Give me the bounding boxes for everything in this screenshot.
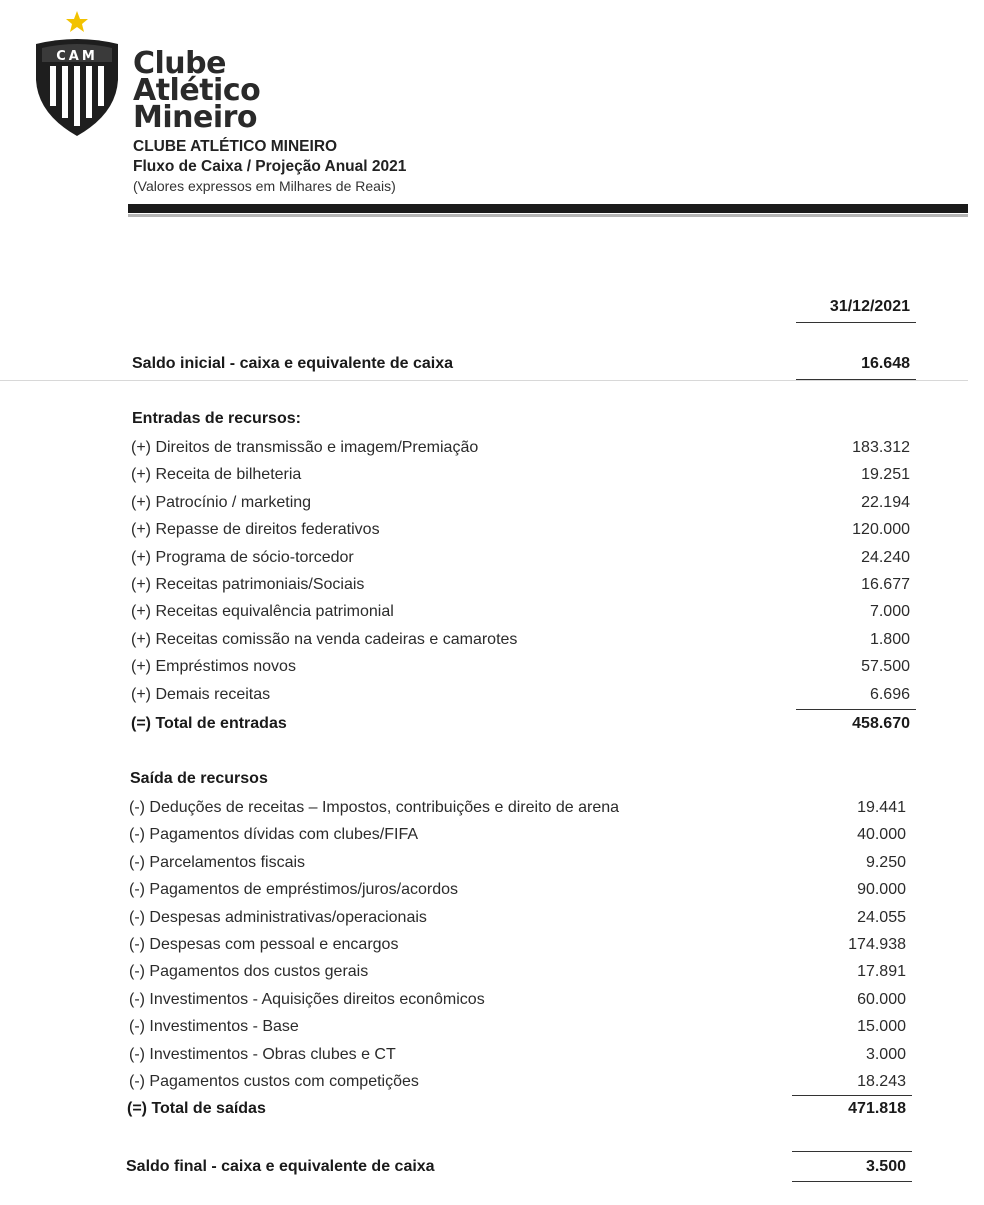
line-item-value: 7.000 (869, 603, 910, 621)
outflows-section-title (0, 767, 984, 791)
line-item-row (0, 796, 984, 820)
crest-text: CAM (56, 49, 98, 64)
line-item-value: 174.938 (848, 936, 906, 953)
line-item-row (0, 463, 984, 487)
line-item-row (0, 823, 984, 847)
inflows-title: Entradas de recursos: (132, 410, 301, 427)
header-divider-shadow (128, 214, 968, 217)
line-item-label: (-) Pagamentos custos com competições (129, 1073, 419, 1090)
line-item-label: (-) Pagamentos dos custos gerais (129, 963, 369, 981)
line-item-row (0, 906, 984, 930)
line-item-value: 60.000 (857, 990, 906, 1008)
line-item-value: 17.891 (857, 963, 906, 981)
line-item-label: (+) Receitas patrimoniais/Sociais (131, 576, 365, 593)
line-item-row (0, 518, 984, 542)
line-item-label: (-) Pagamentos dívidas com clubes/FIFA (129, 826, 418, 844)
outflows-total-label: (=) Total de saídas (127, 1100, 266, 1117)
brand-line-1: Clube (133, 46, 226, 81)
column-header-date: 31/12/2021 (829, 298, 910, 315)
line-item-label: (-) Parcelamentos fiscais (129, 853, 306, 871)
line-item-value: 19.251 (861, 466, 910, 484)
header-divider (128, 204, 968, 213)
line-item-label: (+) Empréstimos novos (131, 658, 296, 676)
outflows-title: Saída de recursos (130, 770, 268, 787)
line-item-row (0, 600, 984, 624)
line-item-label: (-) Despesas com pessoal e encargos (129, 936, 399, 953)
line-item-label: (+) Receitas equivalência patrimonial (131, 603, 394, 621)
line-item-label: (-) Deduções de receitas – Impostos, contribuições e direito de arena (129, 799, 620, 816)
line-item-value: 15.000 (857, 1018, 906, 1036)
line-item-value: 22.194 (861, 493, 910, 511)
line-item-row (0, 1015, 984, 1039)
closing-balance-top-rule (792, 1151, 912, 1152)
report-header (133, 137, 406, 196)
line-item-value: 40.000 (857, 826, 906, 844)
line-item-label: (+) Demais receitas (131, 685, 271, 703)
line-item-value: 16.677 (861, 576, 910, 593)
opening-balance-value: 16.648 (861, 355, 910, 372)
line-item-row (0, 491, 984, 515)
closing-balance-value: 3.500 (865, 1158, 906, 1175)
line-item-label: (+) Programa de sócio-torcedor (131, 548, 354, 566)
closing-balance-row (0, 1155, 984, 1179)
brand-line-3: Mineiro (133, 100, 258, 135)
line-item-row (0, 546, 984, 570)
section-separator (0, 380, 968, 381)
line-item-value: 3.000 (865, 1045, 906, 1063)
star-icon (66, 11, 88, 32)
line-item-label: (+) Repasse de direitos federativos (131, 521, 380, 539)
company-name: CLUBE ATLÉTICO MINEIRO (133, 138, 338, 155)
opening-balance-row (0, 352, 984, 376)
outflows-total-rule (792, 1095, 912, 1096)
inflows-section-title (0, 407, 984, 431)
outflows-total-value: 471.818 (848, 1100, 906, 1117)
line-item-value: 1.800 (869, 630, 910, 648)
line-item-value: 9.250 (865, 853, 906, 871)
line-item-value: 183.312 (852, 439, 910, 456)
closing-balance-label: Saldo final - caixa e equivalente de caixa (126, 1158, 435, 1175)
inflows-total-rule (796, 709, 916, 710)
line-item-label: (+) Direitos de transmissão e imagem/Premiação (131, 439, 479, 456)
report-title: Fluxo de Caixa / Projeção Anual 2021 (133, 158, 407, 175)
line-item-label: (-) Despesas administrativas/operacionais (129, 908, 427, 926)
line-item-row (0, 573, 984, 597)
column-header-row (0, 295, 984, 319)
line-item-label: (-) Investimentos - Aquisições direitos econômicos (129, 990, 485, 1008)
line-item-value: 24.240 (861, 548, 910, 566)
club-crest-logo (30, 8, 130, 142)
inflows-total-row (0, 712, 984, 736)
line-item-label: (+) Receitas comissão na venda cadeiras e camarotes (131, 630, 518, 648)
line-item-value: 90.000 (857, 881, 906, 899)
opening-balance-label: Saldo inicial - caixa e equivalente de caixa (132, 355, 454, 372)
line-item-row (0, 960, 984, 984)
report-subtitle: (Valores expressos em Milhares de Reais) (133, 178, 396, 194)
line-item-label: (+) Patrocínio / marketing (131, 493, 312, 511)
line-item-row (0, 933, 984, 957)
brand-name (133, 46, 261, 135)
line-item-row (0, 1070, 984, 1094)
line-item-label: (-) Investimentos - Base (129, 1018, 299, 1036)
line-item-value: 120.000 (852, 521, 910, 539)
line-item-row (0, 878, 984, 902)
inflows-total-label: (=) Total de entradas (131, 715, 287, 732)
line-item-row (0, 436, 984, 460)
line-item-row (0, 683, 984, 707)
line-item-value: 18.243 (857, 1073, 906, 1090)
line-item-label: (-) Pagamentos de empréstimos/juros/acordos (129, 881, 459, 899)
line-item-row (0, 851, 984, 875)
column-header-underline (796, 322, 916, 323)
line-item-row (0, 628, 984, 652)
line-item-row (0, 1043, 984, 1067)
outflows-total-row (0, 1097, 984, 1121)
line-item-value: 19.441 (857, 799, 906, 816)
line-item-value: 57.500 (861, 658, 910, 676)
line-item-row (0, 655, 984, 679)
brand-line-2: Atlético (133, 73, 261, 108)
closing-balance-underline (792, 1181, 912, 1182)
line-item-value: 6.696 (869, 685, 910, 703)
line-item-label: (-) Investimentos - Obras clubes e CT (129, 1045, 396, 1063)
line-item-row (0, 988, 984, 1012)
inflows-total-value: 458.670 (852, 715, 910, 732)
line-item-label: (+) Receita de bilheteria (131, 466, 302, 484)
line-item-value: 24.055 (857, 908, 906, 926)
